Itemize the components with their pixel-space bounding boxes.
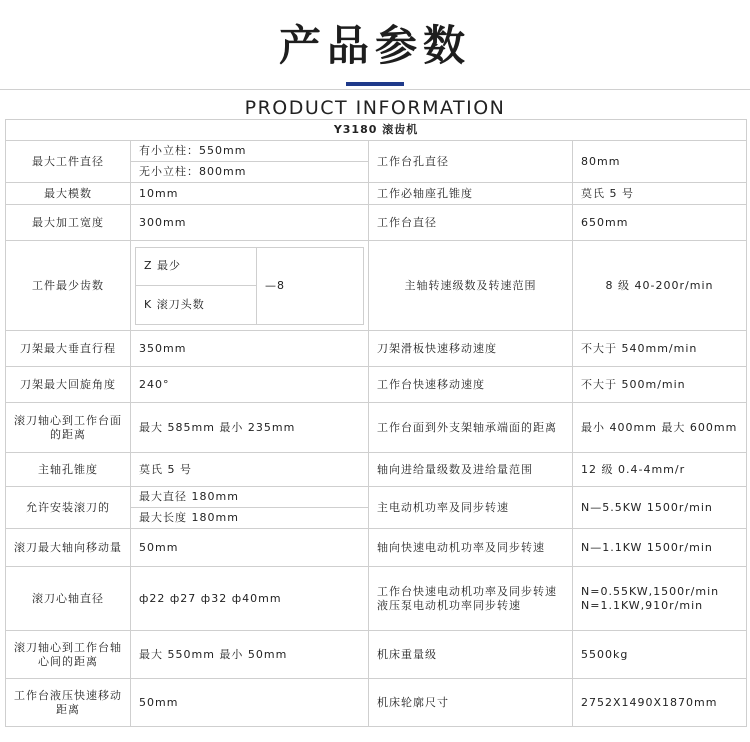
spec-label: 滚刀心轴直径	[6, 567, 131, 631]
spec-label: 刀架滑板快速移动速度	[369, 331, 573, 367]
spec-label: 滚刀轴心到工作台轴心间的距离	[6, 631, 131, 679]
spec-label: 工件最少齿数	[6, 241, 131, 331]
spec-value	[131, 241, 369, 331]
title-underline	[346, 82, 404, 86]
spec-value: 10mm	[131, 183, 369, 205]
page-subtitle: PRODUCT INFORMATION	[244, 97, 506, 119]
spec-value: 80mm	[573, 141, 747, 183]
spec-value: N=0.55KW,1500r/min N=1.1KW,910r/min	[573, 567, 747, 631]
table-row	[6, 331, 747, 367]
table-row	[6, 631, 747, 679]
spec-value: 莫氏 5 号	[131, 453, 369, 487]
spec-value: 不大于 500m/min	[573, 367, 747, 403]
spec-value: 300mm	[131, 205, 369, 241]
table-row	[6, 241, 747, 331]
header-divider	[0, 89, 750, 90]
spec-value-line: 最大长度 180mm	[131, 507, 368, 528]
spec-value	[131, 141, 369, 183]
spec-label: 工作台液压快速移动距离	[6, 679, 131, 727]
spec-label: 轴向进给量级数及进给量范围	[369, 453, 573, 487]
table-row	[6, 679, 747, 727]
spec-label: 机床重量级	[369, 631, 573, 679]
spec-label: 工作台面到外支架轴承端面的距离	[369, 403, 573, 453]
spec-value: 5500kg	[573, 631, 747, 679]
spec-label: 机床轮廓尺寸	[369, 679, 573, 727]
spec-value: 莫氏 5 号	[573, 183, 747, 205]
table-row	[6, 183, 747, 205]
spec-value: 2752X1490X1870mm	[573, 679, 747, 727]
spec-label: 工作台快速电动机功率及同步转速 液压泵电动机功率同步转速	[369, 567, 573, 631]
table-row	[6, 205, 747, 241]
spec-value: 最大 585mm 最小 235mm	[131, 403, 369, 453]
spec-label: 滚刀最大轴向移动量	[6, 529, 131, 567]
spec-value: 240°	[131, 367, 369, 403]
spec-label: 工作台快速移动速度	[369, 367, 573, 403]
spec-value-line: 有小立柱：550mm	[139, 144, 247, 157]
spec-value: N—1.1KW 1500r/min	[573, 529, 747, 567]
spec-value-line: 无小立柱：800mm	[131, 161, 368, 182]
spec-value	[131, 487, 369, 529]
spec-label: 主电动机功率及同步转速	[369, 487, 573, 529]
spec-label: 工作台直径	[369, 205, 573, 241]
spec-label: 最大模数	[6, 183, 131, 205]
spec-label: 滚刀轴心到工作台面的距离	[6, 403, 131, 453]
spec-value: 350mm	[131, 331, 369, 367]
spec-value-line: 最大直径 180mm	[139, 490, 239, 503]
spec-value: 8 级 40-200r/min	[573, 241, 747, 331]
table-header-row	[6, 120, 747, 141]
z-k-value: —8	[257, 247, 364, 324]
table-row	[6, 567, 747, 631]
table-row	[6, 141, 747, 183]
spec-label: 最大加工宽度	[6, 205, 131, 241]
spec-value: 最小 400mm 最大 600mm	[573, 403, 747, 453]
page-title: 产品参数	[278, 21, 471, 70]
spec-table	[5, 119, 747, 727]
spec-label: 主轴转速级数及转速范围	[369, 241, 573, 331]
spec-label: 允许安装滚刀的	[6, 487, 131, 529]
spec-value: 12 级 0.4-4mm/r	[573, 453, 747, 487]
spec-label: 工作台孔直径	[369, 141, 573, 183]
spec-label: 刀架最大垂直行程	[6, 331, 131, 367]
table-row	[6, 453, 747, 487]
spec-label: 刀架最大回旋角度	[6, 367, 131, 403]
model-name: Y3180 滚齿机	[6, 120, 747, 141]
table-row	[6, 487, 747, 529]
spec-value: ф22 ф27 ф32 ф40mm	[131, 567, 369, 631]
spec-value: N—5.5KW 1500r/min	[573, 487, 747, 529]
table-row	[6, 367, 747, 403]
min-teeth-subtable	[135, 247, 364, 325]
spec-value: 最大 550mm 最小 50mm	[131, 631, 369, 679]
k-hob-label: K 滚刀头数	[136, 286, 257, 325]
spec-value: 650mm	[573, 205, 747, 241]
spec-value: 不大于 540mm/min	[573, 331, 747, 367]
spec-label: 最大工件直径	[6, 141, 131, 183]
table-row	[6, 403, 747, 453]
spec-label: 主轴孔锥度	[6, 453, 131, 487]
spec-value: 50mm	[131, 679, 369, 727]
table-row	[6, 529, 747, 567]
spec-value: 50mm	[131, 529, 369, 567]
spec-label: 轴向快速电动机功率及同步转速	[369, 529, 573, 567]
spec-label: 工作必轴座孔锥度	[369, 183, 573, 205]
z-min-label: Z 最少	[136, 247, 257, 286]
